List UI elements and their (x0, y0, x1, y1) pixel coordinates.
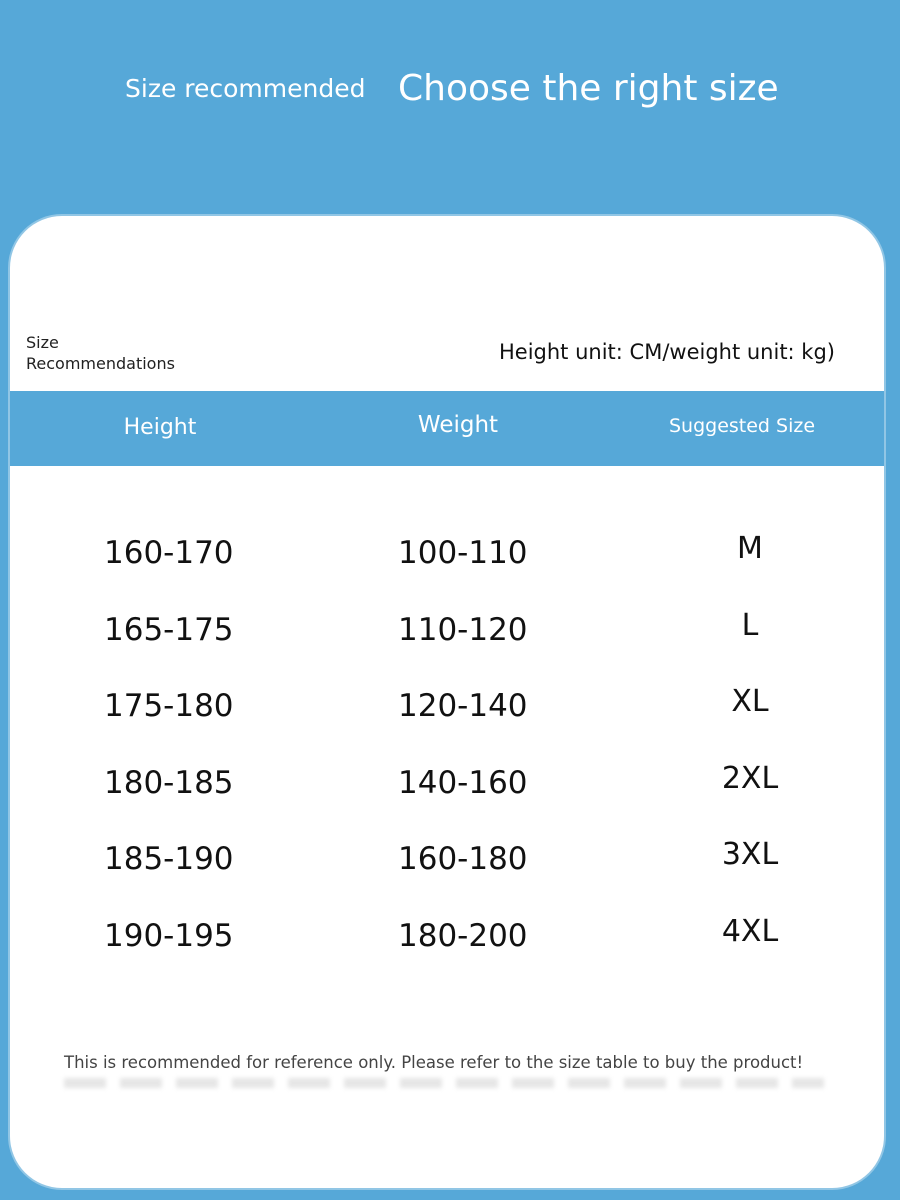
footer-note: This is recommended for reference only. Please refer to the size table to buy the product! (64, 1053, 804, 1072)
cell-size: XL (731, 684, 769, 720)
column-header-weight: Weight (417, 412, 499, 438)
size-table-body (10, 531, 884, 991)
cell-weight: 100-110 (398, 535, 528, 571)
table-row (10, 761, 884, 838)
cell-weight: 110-120 (398, 611, 528, 648)
column-header-suggested-size: Suggested Size (668, 415, 816, 437)
cell-height: 165-175 (104, 611, 234, 648)
cell-size: 4XL (721, 913, 779, 949)
cell-weight: 180-200 (398, 917, 528, 954)
unit-note: Height unit: CM/weight unit: kg) (499, 340, 835, 364)
size-card (10, 216, 884, 1188)
table-header (10, 391, 884, 466)
cell-height: 160-170 (104, 535, 234, 571)
cell-weight: 160-180 (398, 841, 528, 878)
card-label-line2: Recommendations (26, 354, 175, 373)
table-row (10, 914, 884, 991)
column-header-height: Height (123, 415, 197, 440)
cell-weight: 140-160 (398, 764, 528, 801)
table-row (10, 837, 884, 914)
cell-size: M (737, 531, 763, 566)
card-label-line1: Size (26, 333, 59, 352)
footer-reflection (64, 1078, 824, 1088)
header-subtitle: Size recommended (125, 74, 366, 103)
cell-height: 180-185 (104, 764, 234, 801)
cell-size: L (741, 607, 759, 643)
cell-height: 185-190 (104, 841, 234, 878)
table-row (10, 608, 884, 685)
cell-size: 3XL (721, 837, 779, 873)
page-title: Choose the right size (398, 68, 779, 109)
cell-height: 175-180 (104, 688, 234, 725)
header (0, 0, 900, 200)
table-row (10, 531, 884, 608)
card-label (26, 332, 226, 374)
cell-weight: 120-140 (398, 688, 528, 725)
cell-size: 2XL (721, 760, 779, 796)
table-row (10, 684, 884, 761)
cell-height: 190-195 (104, 917, 234, 954)
